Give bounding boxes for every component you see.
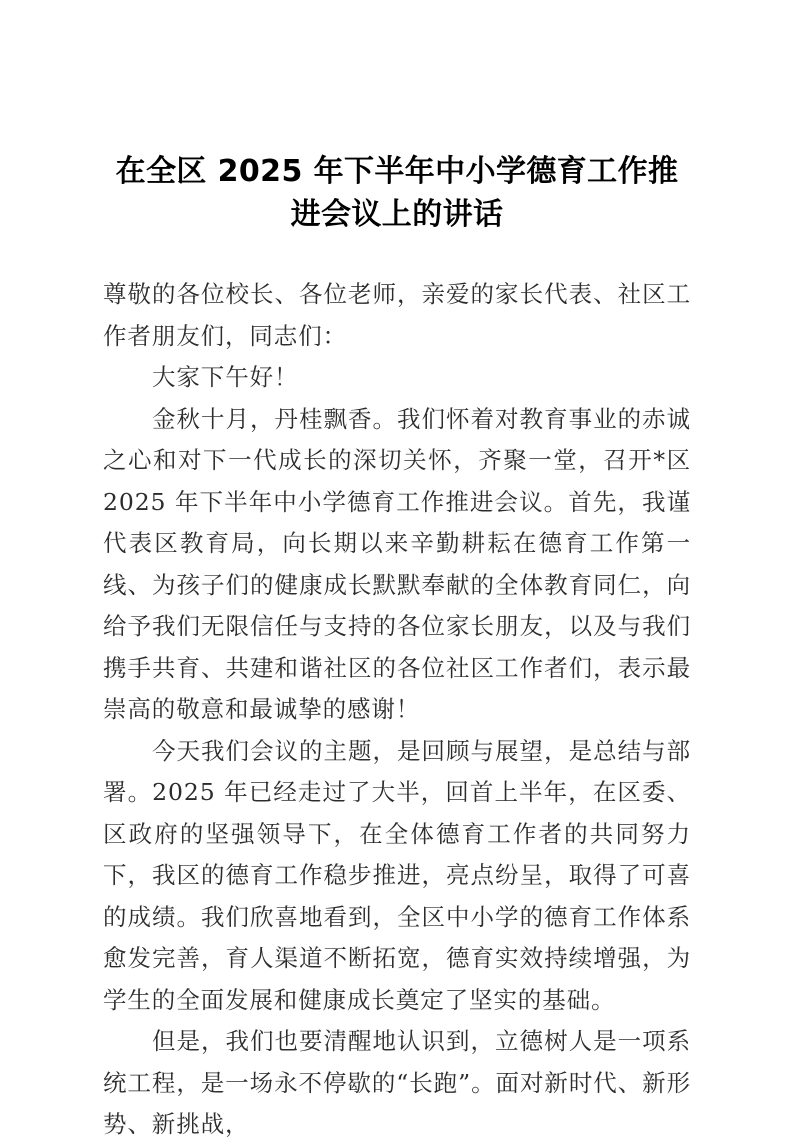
document-body — [103, 0, 691, 1146]
title-spacer — [103, 236, 691, 274]
paragraph-challenges: 但是，我们也要清醒地认识到，立德树人是一项系统工程，是一场永不停歇的“长跑”。面对新时代、新形势、新挑战， — [103, 1027, 691, 1138]
paragraph-greeting: 大家下午好！ — [152, 363, 299, 391]
page-title: 在全区 2025 年下半年中小学德育工作推进会议上的讲话 — [115, 154, 679, 232]
paragraph-salutation: 尊敬的各位校长、各位老师，亲爱的家长代表、社区工作者朋友们，同志们： — [103, 280, 691, 350]
paragraph-opening-thanks: 金秋十月，丹桂飘香。我们怀着对教育事业的赤诚之心和对下一代成长的深切关怀，齐聚一堂，召开*区 2025 年下半年中小学德育工作推进会议。首先，我谨代表区教育局，向长期以来辛勤耕耘在德育工作第一线、为孩子们的健康成长默默奉献的全体教育同仁，向给予我们无限信任与支持的各位家长朋友，以及与我们携手共育、共建和谐社区的各位社区工作者们，表示最崇高的敬意和最诚挚的感谢！ — [103, 404, 691, 723]
paragraph-theme-review: 今天我们会议的主题，是回顾与展望，是总结与部署。2025 年已经走过了大半，回首上半年，在区委、区政府的坚强领导下，在全体德育工作者的共同努力下，我区的德育工作稳步推进，亮点纷呈，取得了可喜的成绩。我们欣喜地看到，全区中小学的德育工作体系愈发完善，育人渠道不断拓宽，德育实效持续增强，为学生的全面发展和健康成长奠定了坚实的基础。 — [103, 736, 691, 1014]
